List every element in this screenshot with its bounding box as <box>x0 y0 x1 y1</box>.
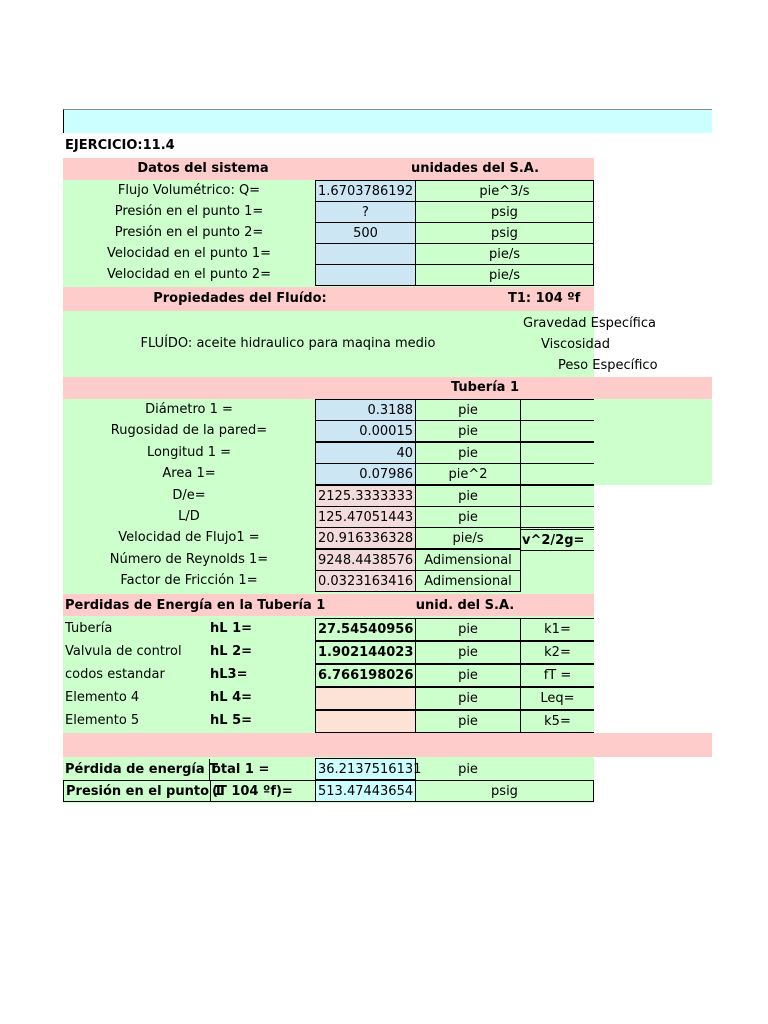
perdida-total-unit: pie <box>458 762 478 777</box>
datos-label: Presión en el punto 1= <box>114 204 264 219</box>
tuberia-side-cell <box>520 485 594 507</box>
fluido-temp: T1: 104 ºf <box>508 291 581 306</box>
tuberia-unit: pie <box>415 420 521 442</box>
perdida-element-name: Valvula de control <box>65 644 182 659</box>
presion-p1-value[interactable]: 513.47443654 <box>315 780 416 802</box>
v2-label: v^2/2g= <box>520 529 594 551</box>
tuberia-side-cell <box>520 420 594 442</box>
tuberia-body-right <box>594 399 712 485</box>
tuberia-header-band <box>63 377 712 399</box>
perdida-element-name: codos estandar <box>65 667 165 682</box>
tuberia-unit: pie/s <box>415 527 521 549</box>
datos-value[interactable] <box>315 243 416 265</box>
tuberia-label: D/e= <box>172 487 206 503</box>
tuberia-side-cell <box>520 399 594 421</box>
perdida-element-k: k2= <box>520 641 594 664</box>
perdida-total-label-b: otal 1 = <box>209 759 315 781</box>
perdida-element-name: Elemento 5 <box>65 713 140 728</box>
datos-unit: pie/s <box>415 243 594 265</box>
tuberia-unit: pie <box>415 399 521 421</box>
datos-label: Presión en el punto 2= <box>114 225 264 240</box>
separator-band <box>63 733 712 757</box>
perdida-element-code: hL 4= <box>210 690 253 705</box>
datos-header: Datos del sistema <box>137 161 269 176</box>
datos-value[interactable] <box>315 264 416 286</box>
datos-value[interactable]: ? <box>315 201 416 223</box>
perdida-element-unit: pie <box>415 687 521 710</box>
tuberia-unit: pie <box>415 485 521 507</box>
perdida-element-unit: pie <box>415 664 521 687</box>
presion-p1-label-b: (T 104 ºf)= <box>210 780 315 802</box>
tuberia-value: 9248.4438576 <box>315 549 416 571</box>
fluido-prop-gravedad: Gravedad Específica <box>523 316 656 331</box>
tuberia-unit: pie <box>415 506 521 528</box>
tuberia-label: Area 1= <box>162 466 216 482</box>
presion-p1-label-a: Presión en el punto 1 <box>63 780 211 802</box>
tuberia-label: L/D <box>178 509 200 524</box>
tuberia-value: 20.916336328 <box>315 527 416 549</box>
tuberia-unit: pie <box>415 442 521 464</box>
perdida-element-k: k1= <box>520 618 594 641</box>
datos-label: Flujo Volumétrico: Q= <box>117 183 261 198</box>
tuberia-unit: Adimensional <box>415 570 521 592</box>
perdidas-header: Perdidas de Energía en la Tubería 1 <box>65 598 326 613</box>
top-band <box>63 109 712 133</box>
fluido-name: FLUÍDO: aceite hidraulico para maqina medio <box>140 336 436 351</box>
tuberia-label: Rugosidad de la pared= <box>110 423 268 439</box>
perdida-total-label-a: Pérdida de energía T <box>65 762 218 777</box>
tuberia-label: Número de Reynolds 1= <box>109 551 269 567</box>
tuberia-label: Diámetro 1 = <box>145 402 233 417</box>
perdida-element-k: Leq= <box>520 687 594 710</box>
tuberia-value: 2125.3333333 <box>315 485 416 507</box>
perdida-element-k: k5= <box>520 710 594 733</box>
perdida-element-value[interactable]: 1.902144023 <box>315 641 416 664</box>
tuberia-value: 125.47051443 <box>315 506 416 528</box>
tuberia-unit: Adimensional <box>415 549 521 571</box>
datos-value[interactable]: 1.6703786192 <box>315 180 416 202</box>
perdida-element-value[interactable]: 6.766198026 <box>315 664 416 687</box>
page-title: EJERCICIO:11.4 <box>65 138 175 153</box>
perdida-element-unit: pie <box>415 710 521 733</box>
perdidas-units-header: unid. del S.A. <box>415 598 515 613</box>
tuberia-value[interactable]: 0.07986 <box>315 463 416 485</box>
tuberia-side-cell <box>520 463 594 485</box>
perdida-element-value[interactable] <box>315 687 416 710</box>
datos-unit: psig <box>415 222 594 244</box>
tuberia-label: Velocidad de Flujo1 = <box>118 530 260 546</box>
tuberia-side-cell <box>520 506 594 528</box>
tuberia-label: Longitud 1 = <box>146 444 232 460</box>
datos-units-header: unidades del S.A. <box>410 161 540 176</box>
perdida-element-code: hL 5= <box>210 713 253 728</box>
datos-unit: pie/s <box>415 264 594 286</box>
datos-value[interactable]: 500 <box>315 222 416 244</box>
perdida-element-value[interactable]: 27.54540956 <box>315 618 416 641</box>
tuberia-side-cell <box>520 442 594 464</box>
tuberia-value: 0.0323163416 <box>315 570 416 592</box>
perdida-element-k: fT = <box>520 664 594 687</box>
perdida-element-name: Elemento 4 <box>65 690 140 705</box>
tuberia-unit: pie^2 <box>415 463 521 485</box>
perdida-total-value[interactable]: 36.2137516131 <box>315 758 416 780</box>
tuberia-value[interactable]: 0.3188 <box>315 399 416 421</box>
tuberia-header: Tubería 1 <box>450 380 520 395</box>
presion-p1-unit: psig <box>415 780 594 802</box>
tuberia-value[interactable]: 40 <box>315 442 416 464</box>
datos-unit: pie^3/s <box>415 180 594 202</box>
tuberia-value[interactable]: 0.00015 <box>315 420 416 442</box>
datos-label: Velocidad en el punto 1= <box>107 246 271 261</box>
perdida-element-unit: pie <box>415 618 521 641</box>
datos-label: Velocidad en el punto 2= <box>107 267 271 282</box>
perdida-element-name: Tubería <box>65 621 113 636</box>
fluido-prop-peso: Peso Específico <box>558 358 658 373</box>
perdida-element-unit: pie <box>415 641 521 664</box>
perdida-element-code: hL 1= <box>210 621 253 636</box>
datos-unit: psig <box>415 201 594 223</box>
fluido-header: Propiedades del Fluído: <box>153 291 327 306</box>
tuberia-label: Factor de Fricción 1= <box>120 573 258 589</box>
perdida-element-code: hL 2= <box>210 644 253 659</box>
perdida-element-value[interactable] <box>315 710 416 733</box>
perdida-element-code: hL3= <box>210 667 248 682</box>
fluido-prop-viscosidad: Viscosidad <box>541 337 610 352</box>
